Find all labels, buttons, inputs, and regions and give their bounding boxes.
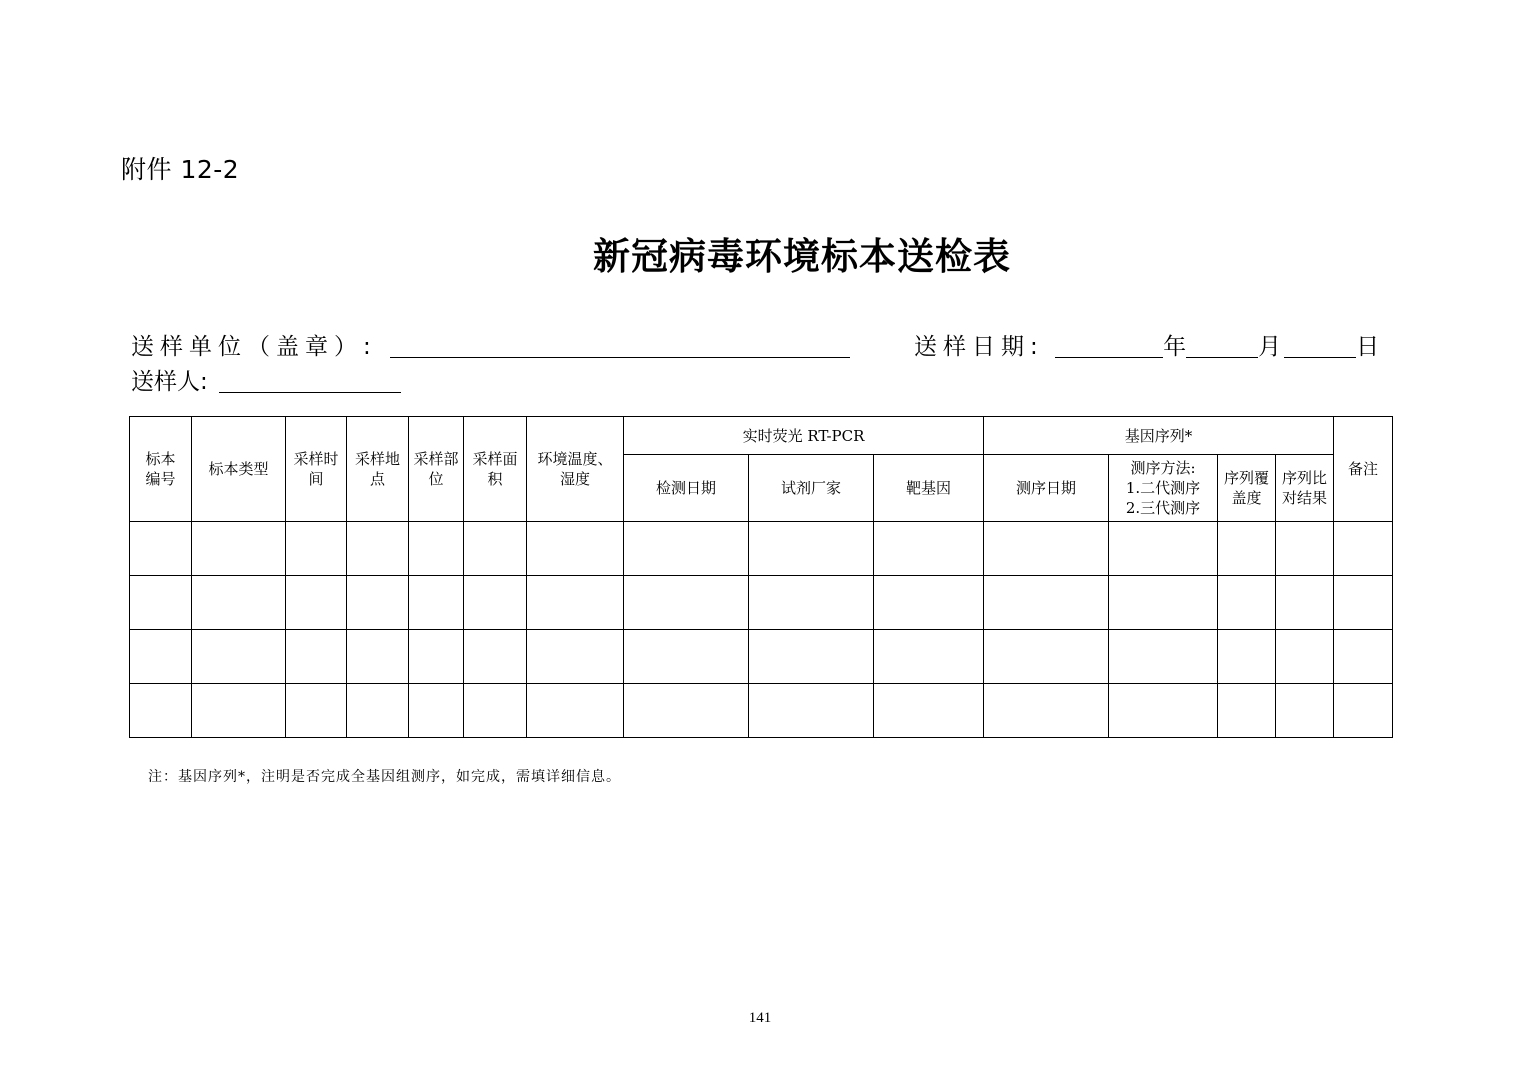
table-cell[interactable] bbox=[1334, 630, 1393, 684]
header-env-temp-humidity: 环境温度、 湿度 bbox=[527, 417, 624, 522]
page-title: 新冠病毒环境标本送检表 bbox=[593, 235, 1011, 278]
year-label: 年 bbox=[1163, 334, 1187, 360]
table-row bbox=[130, 522, 1393, 576]
table-cell[interactable] bbox=[874, 684, 984, 738]
table-cell[interactable] bbox=[1276, 576, 1334, 630]
header-remarks: 备注 bbox=[1334, 417, 1393, 522]
table-cell[interactable] bbox=[1276, 522, 1334, 576]
table-cell[interactable] bbox=[527, 522, 624, 576]
table-cell[interactable] bbox=[347, 684, 409, 738]
header-rtpcr-reagent-maker: 试剂厂家 bbox=[749, 455, 874, 522]
header-sampling-time: 采样时 间 bbox=[286, 417, 347, 522]
table-cell[interactable] bbox=[749, 684, 874, 738]
table-cell[interactable] bbox=[1276, 684, 1334, 738]
table-cell[interactable] bbox=[527, 684, 624, 738]
date-label: 送样日期: bbox=[914, 334, 1044, 360]
table-cell[interactable] bbox=[192, 630, 286, 684]
annex-label: 附件 12-2 bbox=[121, 155, 240, 184]
header-rtpcr-target-gene: 靶基因 bbox=[874, 455, 984, 522]
table-cell[interactable] bbox=[984, 522, 1109, 576]
table-cell[interactable] bbox=[1334, 522, 1393, 576]
table-cell[interactable] bbox=[624, 630, 749, 684]
header-sampling-area: 采样面 积 bbox=[464, 417, 527, 522]
table-row bbox=[130, 576, 1393, 630]
submission-table bbox=[129, 416, 1393, 738]
header-seq-method: 测序方法: 1.二代测序 2.三代测序 bbox=[1109, 455, 1218, 522]
table-cell[interactable] bbox=[1334, 684, 1393, 738]
table-cell[interactable] bbox=[192, 684, 286, 738]
table-cell[interactable] bbox=[1334, 576, 1393, 630]
table-cell[interactable] bbox=[192, 522, 286, 576]
unit-input-line[interactable] bbox=[390, 335, 850, 358]
table-cell[interactable] bbox=[286, 576, 347, 630]
month-input-line[interactable] bbox=[1186, 335, 1258, 358]
table-cell[interactable] bbox=[409, 522, 464, 576]
table-cell[interactable] bbox=[1109, 684, 1218, 738]
table-cell[interactable] bbox=[130, 576, 192, 630]
table-cell[interactable] bbox=[874, 630, 984, 684]
page-number: 141 bbox=[748, 1010, 772, 1026]
table-cell[interactable] bbox=[464, 576, 527, 630]
table-cell[interactable] bbox=[347, 630, 409, 684]
header-sampling-part: 采样部 位 bbox=[409, 417, 464, 522]
sender-input-line[interactable] bbox=[219, 370, 401, 393]
table-cell[interactable] bbox=[527, 630, 624, 684]
table-cell[interactable] bbox=[130, 522, 192, 576]
header-specimen-type: 标本类型 bbox=[192, 417, 286, 522]
table-cell[interactable] bbox=[984, 576, 1109, 630]
header-seq-date: 测序日期 bbox=[984, 455, 1109, 522]
date-field-row bbox=[914, 328, 1379, 361]
header-seq-coverage: 序列覆 盖度 bbox=[1218, 455, 1276, 522]
table-cell[interactable] bbox=[1109, 630, 1218, 684]
table-cell[interactable] bbox=[409, 630, 464, 684]
table-cell[interactable] bbox=[984, 684, 1109, 738]
table-cell[interactable] bbox=[192, 576, 286, 630]
day-label: 日 bbox=[1356, 334, 1380, 360]
table-cell[interactable] bbox=[984, 630, 1109, 684]
table-cell[interactable] bbox=[1109, 522, 1218, 576]
day-input-line[interactable] bbox=[1284, 335, 1356, 358]
table-row bbox=[130, 630, 1393, 684]
table-cell[interactable] bbox=[1218, 630, 1276, 684]
month-label: 月 bbox=[1258, 334, 1282, 360]
header-specimen-no: 标本 编号 bbox=[130, 417, 192, 522]
table-cell[interactable] bbox=[749, 576, 874, 630]
table-cell[interactable] bbox=[527, 576, 624, 630]
table-cell[interactable] bbox=[624, 684, 749, 738]
table-cell[interactable] bbox=[409, 684, 464, 738]
table-cell[interactable] bbox=[409, 576, 464, 630]
table-cell[interactable] bbox=[464, 630, 527, 684]
header-seq-alignment: 序列比 对结果 bbox=[1276, 455, 1334, 522]
unit-field-row bbox=[131, 328, 850, 361]
table-cell[interactable] bbox=[286, 684, 347, 738]
table-cell[interactable] bbox=[874, 576, 984, 630]
sender-label: 送样人: bbox=[131, 369, 208, 395]
unit-label: 送样单位（盖章）: bbox=[131, 334, 377, 360]
table-cell[interactable] bbox=[1218, 522, 1276, 576]
table-cell[interactable] bbox=[347, 522, 409, 576]
year-input-line[interactable] bbox=[1055, 335, 1163, 358]
header-rtpcr-group: 实时荧光 RT-PCR bbox=[624, 417, 984, 455]
table-cell[interactable] bbox=[1276, 630, 1334, 684]
table-cell[interactable] bbox=[624, 576, 749, 630]
table-cell[interactable] bbox=[464, 522, 527, 576]
table-cell[interactable] bbox=[874, 522, 984, 576]
table-cell[interactable] bbox=[624, 522, 749, 576]
header-rtpcr-test-date: 检测日期 bbox=[624, 455, 749, 522]
header-seq-group: 基因序列* bbox=[984, 417, 1334, 455]
sender-field-row bbox=[131, 363, 401, 396]
table-cell[interactable] bbox=[749, 522, 874, 576]
table-row bbox=[130, 684, 1393, 738]
table-cell[interactable] bbox=[130, 630, 192, 684]
table-cell[interactable] bbox=[1109, 576, 1218, 630]
table-cell[interactable] bbox=[347, 576, 409, 630]
table-cell[interactable] bbox=[749, 630, 874, 684]
table-cell[interactable] bbox=[464, 684, 527, 738]
header-sampling-site: 采样地 点 bbox=[347, 417, 409, 522]
table-cell[interactable] bbox=[286, 522, 347, 576]
table-cell[interactable] bbox=[130, 684, 192, 738]
table-cell[interactable] bbox=[286, 630, 347, 684]
table-cell[interactable] bbox=[1218, 684, 1276, 738]
footnote: 注：基因序列*，注明是否完成全基因组测序，如完成，需填详细信息。 bbox=[148, 769, 621, 785]
table-cell[interactable] bbox=[1218, 576, 1276, 630]
